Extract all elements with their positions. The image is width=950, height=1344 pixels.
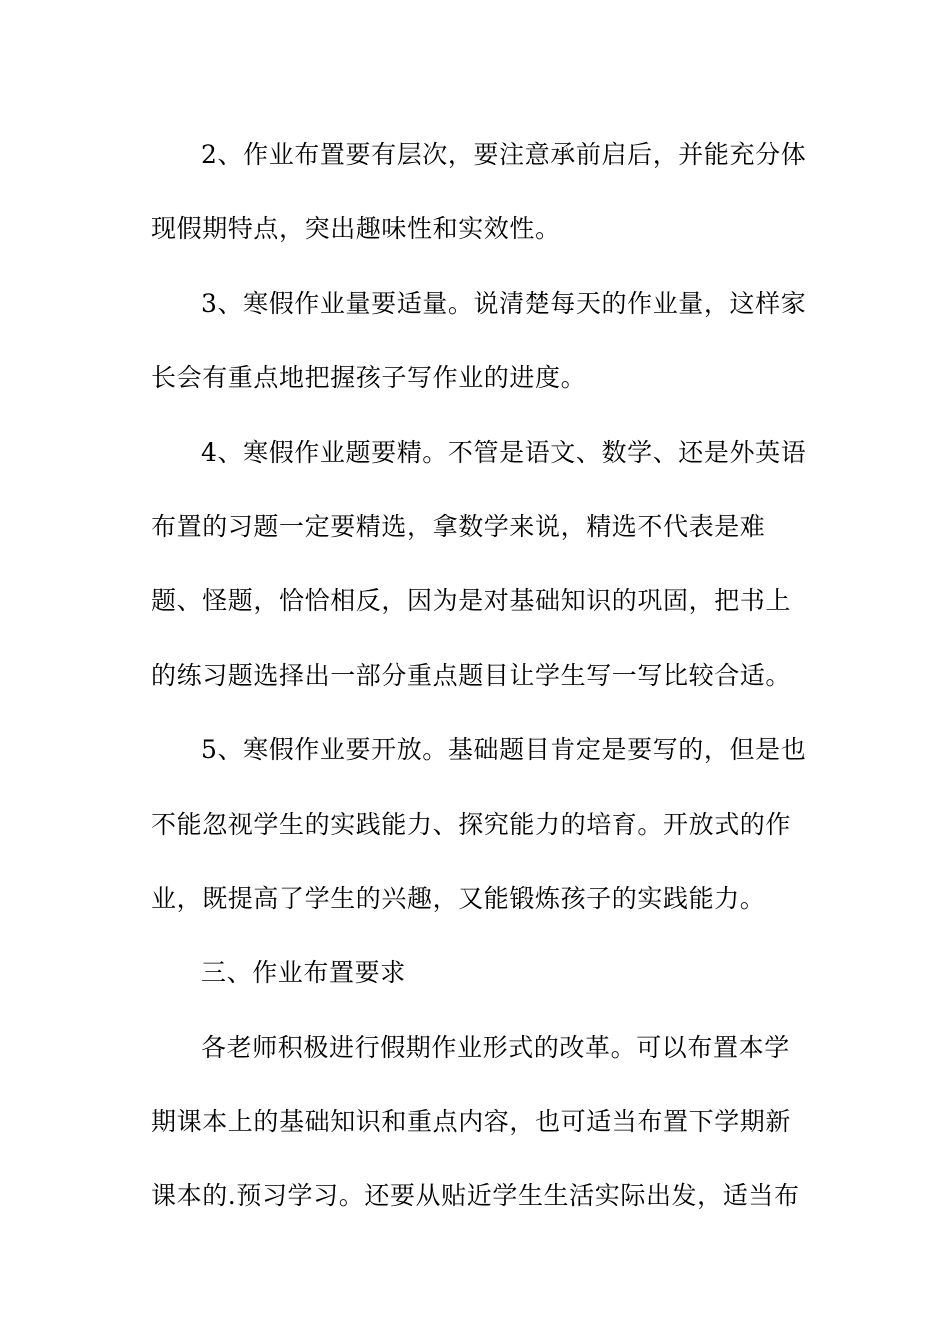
- text-line: 5、寒假作业要开放。基础题目肯定是要写的，但是也: [201, 735, 807, 765]
- section-heading: 三、作业布置要求: [201, 958, 406, 988]
- text-line: 课本的.预习学习。还要从贴近学生生活实际出发，适当布: [151, 1181, 800, 1211]
- text-line: 期课本上的基础知识和重点内容，也可适当布置下学期新: [151, 1107, 792, 1137]
- text-line: 4、寒假作业题要精。不管是语文、数学、还是外英语: [201, 437, 807, 467]
- text-line: 业，既提高了学生的兴趣，又能锻炼孩子的实践能力。: [151, 883, 766, 913]
- text-line: 不能忽视学生的实践能力、探究能力的培育。开放式的作: [151, 809, 792, 839]
- text-line: 长会有重点地把握孩子写作业的进度。: [151, 363, 587, 393]
- text-line: 布置的习题一定要精选，拿数学来说，精选不代表是难: [151, 511, 766, 541]
- text-line: 的练习题选择出一部分重点题目让学生写一写比较合适。: [151, 660, 792, 690]
- text-line: 题、怪题，恰恰相反，因为是对基础知识的巩固，把书上: [151, 586, 792, 616]
- document-body: [151, 118, 807, 1234]
- text-line: 现假期特点，突出趣味性和实效性。: [151, 214, 561, 244]
- text-line: 3、寒假作业量要适量。说清楚每天的作业量，这样家: [201, 288, 807, 318]
- text-line: 2、作业布置要有层次，要注意承前启后，并能充分体: [201, 140, 807, 169]
- text-line: 各老师积极进行假期作业形式的改革。可以布置本学: [201, 1032, 790, 1062]
